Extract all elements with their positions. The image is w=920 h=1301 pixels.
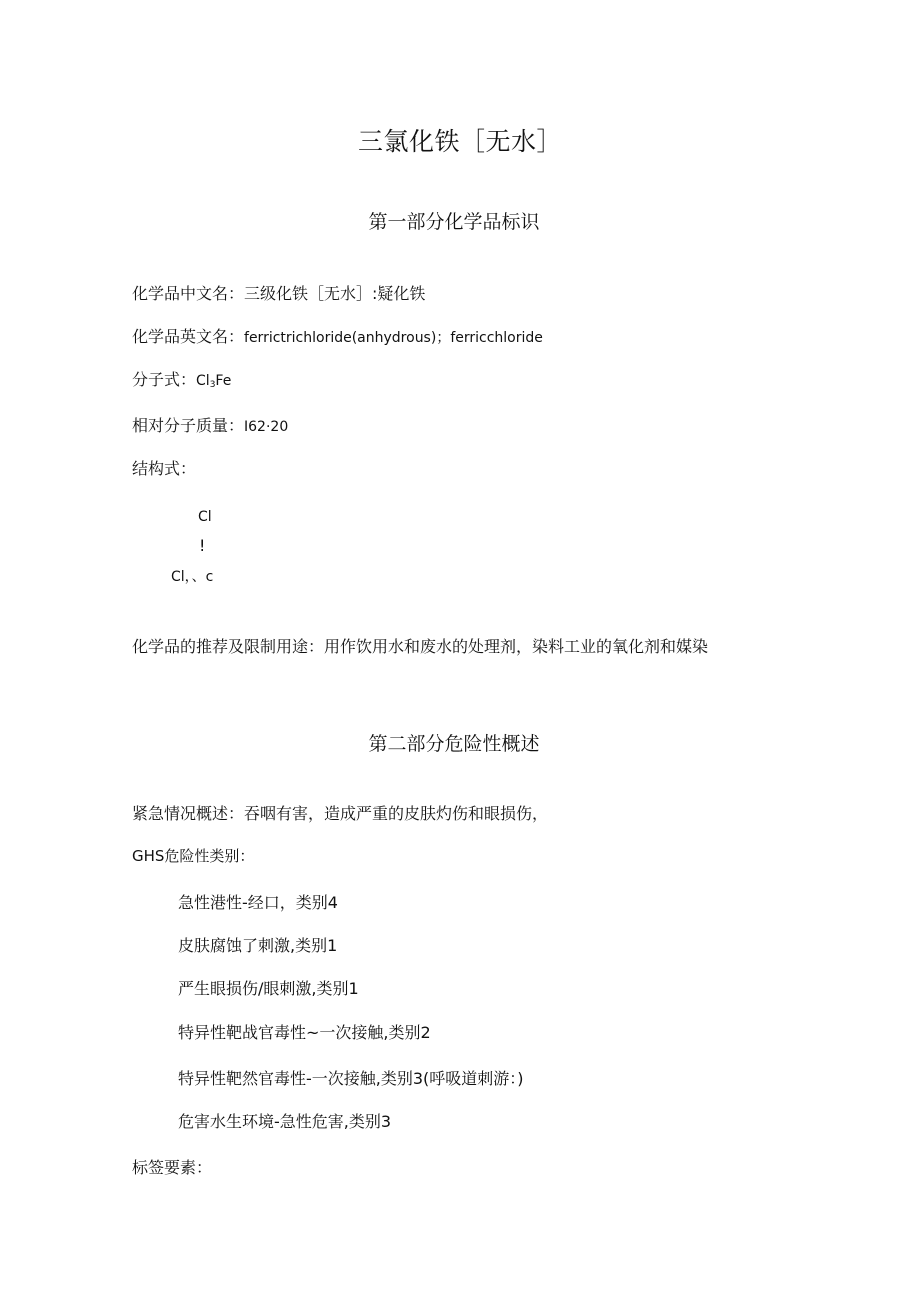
emergency-line (132, 801, 548, 824)
cn-name-value: 三级化铁［无水］:疑化铁 (244, 284, 426, 303)
ghs-item: 特异性靶然官毒性-一次接触,类别3(呼吸道刺游：) (178, 1069, 524, 1088)
formula-subscript: 3 (209, 380, 216, 390)
usage-label: 化学品的推荐及限制用途： (132, 637, 325, 656)
ghs-item: 危害水生环境-急性危害,类别3 (178, 1112, 392, 1131)
formula-value (196, 373, 231, 389)
formula-prefix: Cl (196, 373, 210, 389)
en-name-value: ferrictrichloride(anhydrous)；ferricchloride (244, 330, 543, 346)
structure-bottom-atoms: Cl，、c (171, 569, 214, 585)
ghs-item: 严生眼损伤/眼刺激,类别1 (178, 979, 359, 998)
structure-label: 结构式： (132, 459, 197, 478)
mass-line (132, 413, 288, 436)
mass-value: I62·20 (244, 419, 289, 435)
label-elements-heading: 标签要素： (132, 1158, 213, 1177)
en-name-line (132, 324, 543, 347)
usage-line (132, 634, 708, 657)
emergency-value: 吞咽有害，造成严重的皮肤灼伤和眼损伤， (244, 804, 549, 823)
formula-suffix: Fe (215, 373, 232, 389)
section1-heading: 第一部分化学品标识 (368, 211, 540, 233)
mass-label: 相对分子质量： (132, 416, 245, 435)
ghs-label: GHS危险性类别： (132, 847, 255, 865)
section2-heading: 第二部分危险性概述 (368, 733, 540, 755)
structure-top-atom: Cl (198, 509, 212, 525)
cn-name-label: 化学品中文名： (132, 284, 245, 303)
formula-line (132, 367, 231, 390)
ghs-item: 急性港性-经口，类别4 (178, 893, 338, 912)
emergency-label: 紧急情况概述： (132, 804, 245, 823)
ghs-item: 特异性靶战官毒性~一次接触,类别2 (178, 1023, 431, 1042)
formula-label: 分子式： (132, 370, 197, 389)
usage-value: 用作饮用水和废水的处理剂，染料工业的氧化剂和媒染 (324, 637, 709, 656)
structure-bond: ! (199, 536, 206, 555)
document-title: 三氯化铁［无水］ (357, 127, 562, 156)
cn-name-line (132, 281, 425, 304)
en-name-label: 化学品英文名： (132, 327, 245, 346)
ghs-item: 皮肤腐蚀了刺激,类别1 (178, 936, 338, 955)
